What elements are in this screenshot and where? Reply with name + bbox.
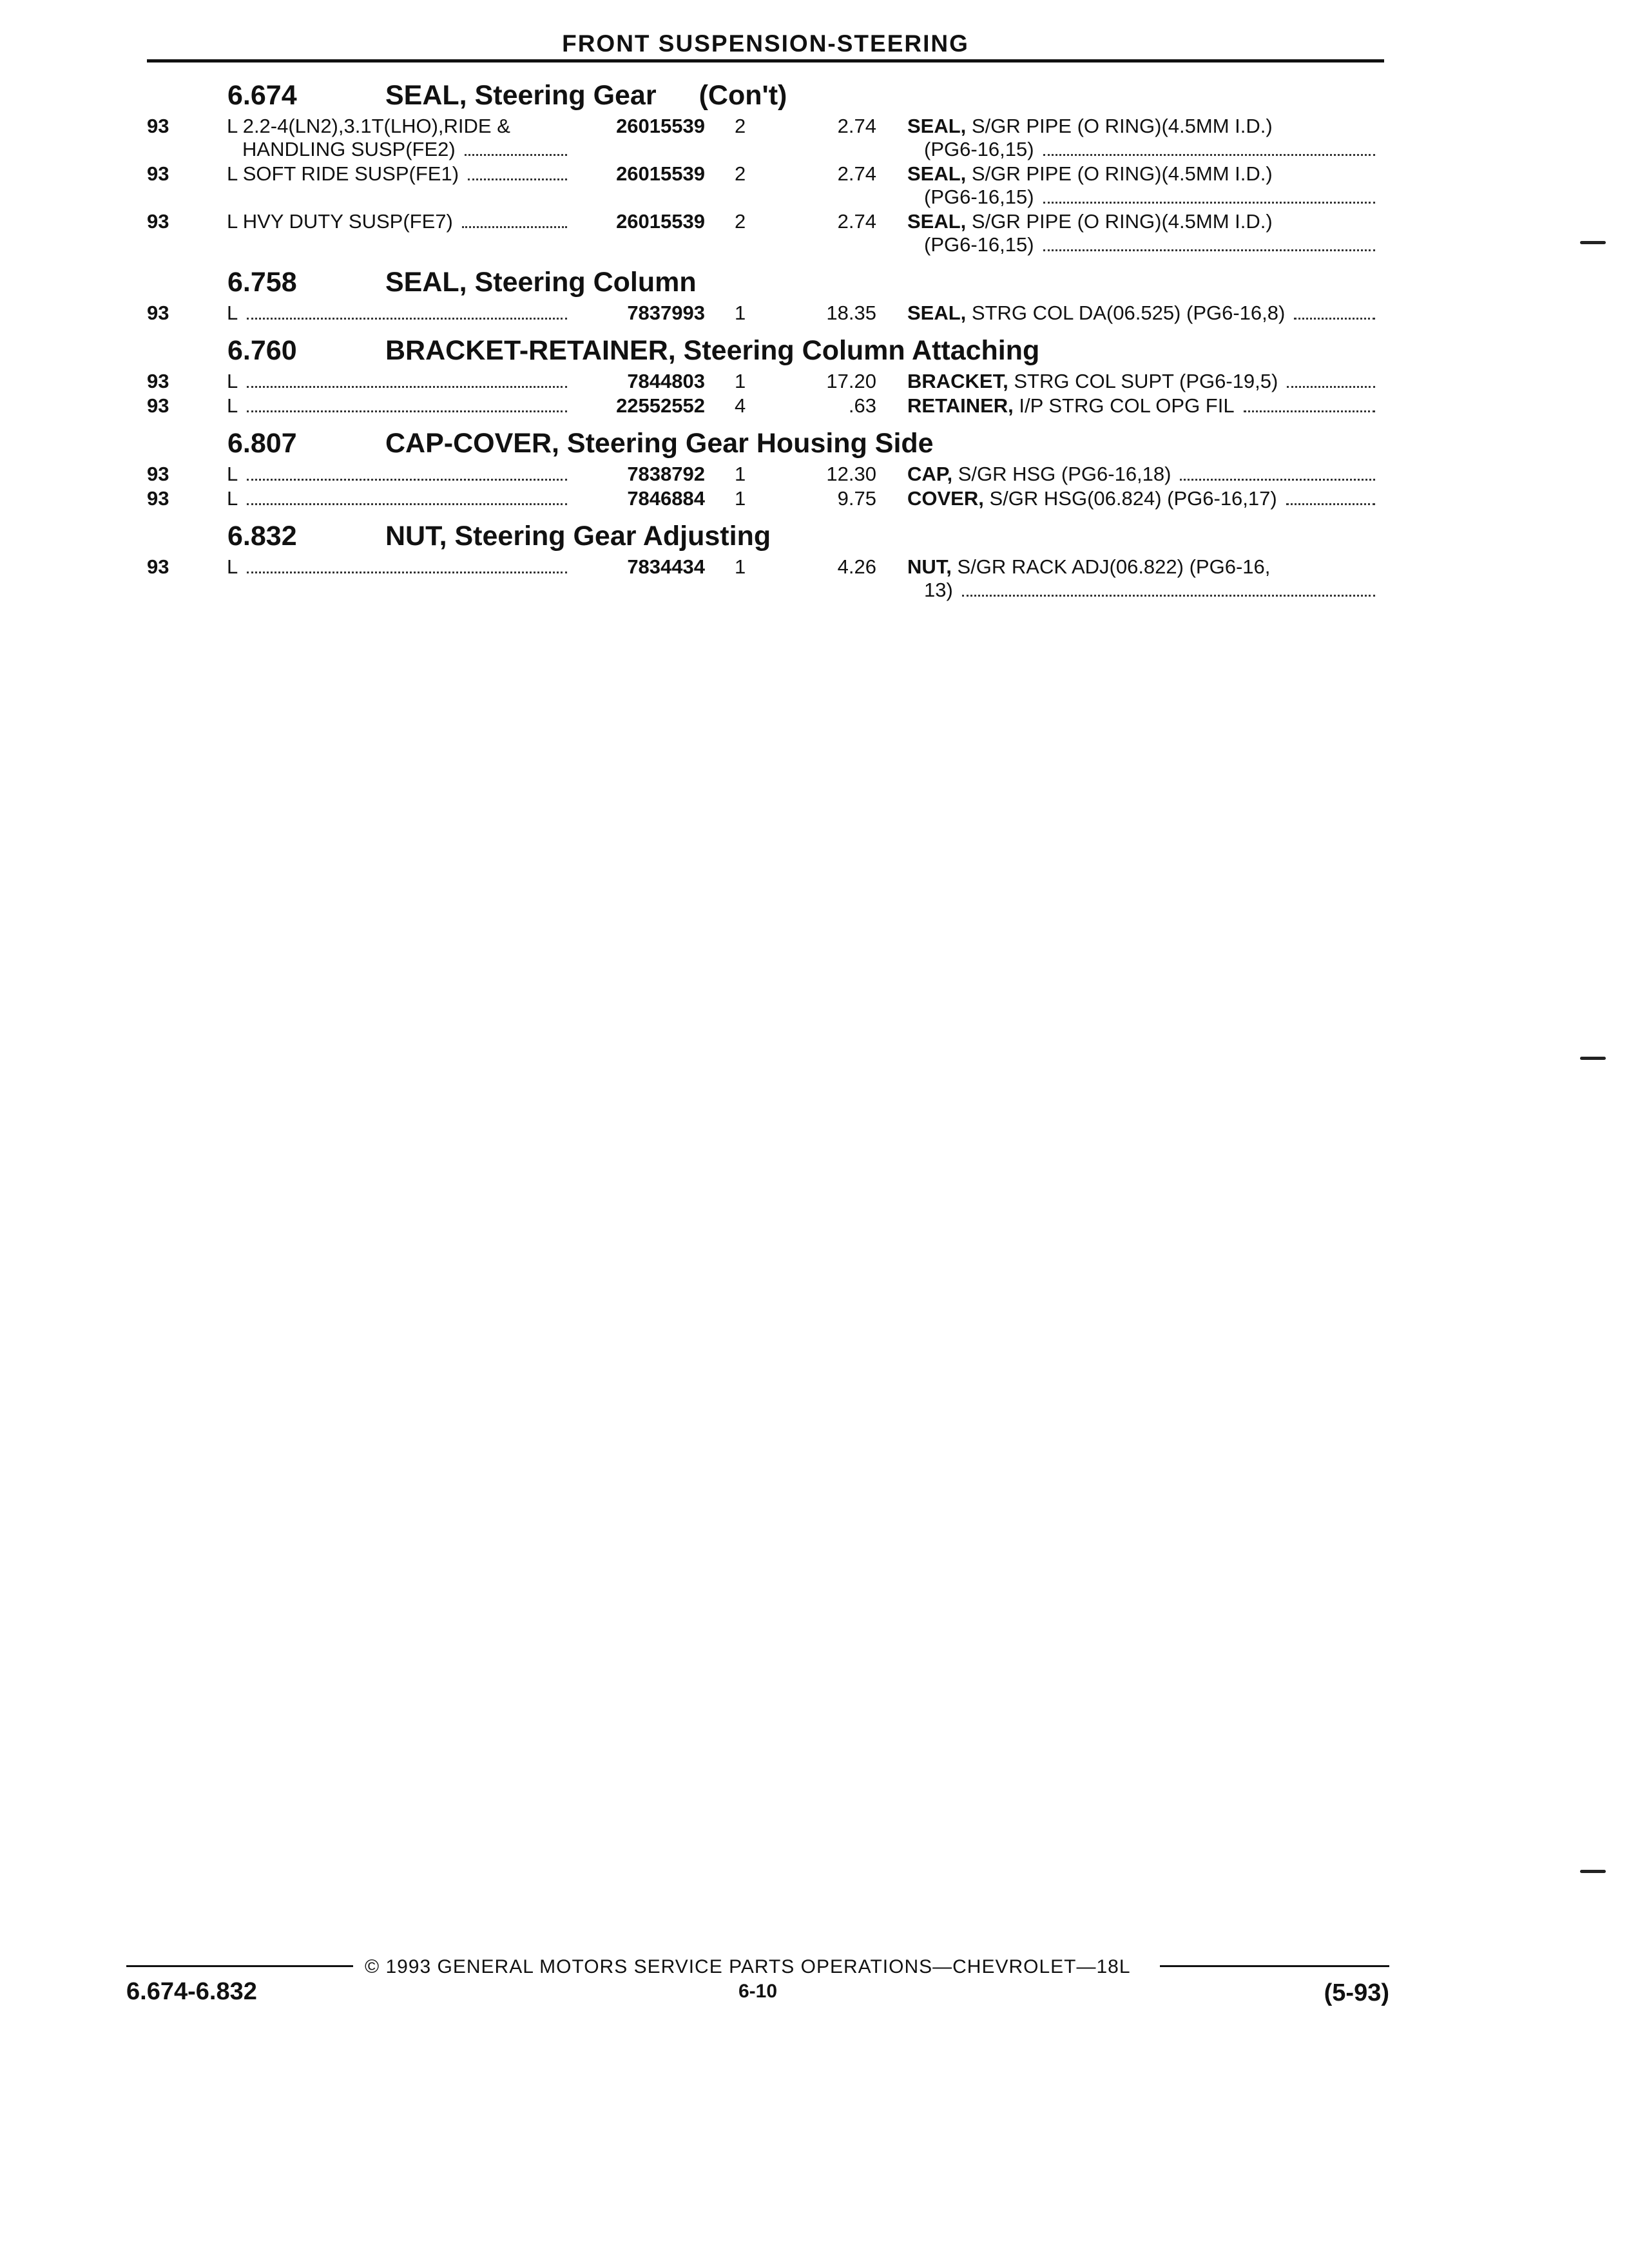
description-text: (PG6-16,15) [924, 233, 1034, 256]
section-title-text: CAP-COVER, Steering Gear Housing Side [385, 428, 934, 459]
quantity: 1 [735, 370, 746, 392]
model-year: 93 [147, 115, 169, 137]
application-line [227, 370, 575, 393]
quantity: 1 [735, 555, 746, 578]
application-text: L 2.2-4(LN2),3.1T(LHO),RIDE & [227, 115, 510, 137]
application [227, 463, 575, 486]
description-noun: RETAINER, [907, 394, 1014, 417]
dot-leader [1180, 479, 1375, 481]
application-text: L [227, 487, 238, 510]
margin-mark [1580, 1057, 1606, 1060]
price: 2.74 [837, 210, 876, 233]
catalog-section [0, 263, 1629, 325]
application-text: L [227, 394, 238, 417]
application-text: L [227, 302, 238, 324]
part-entry-row [0, 487, 1629, 510]
part-number: 26015539 [616, 162, 705, 185]
quantity: 4 [735, 394, 746, 417]
section-number: 6.832 [227, 521, 297, 552]
quantity: 2 [735, 210, 746, 233]
description-noun: SEAL, [907, 115, 967, 137]
description [907, 302, 1383, 325]
application-text: L SOFT RIDE SUSP(FE1) [227, 162, 459, 185]
section-number: 6.807 [227, 428, 297, 459]
price: 4.26 [837, 555, 876, 578]
application [227, 115, 575, 161]
part-entry-row [0, 210, 1629, 256]
application-line [227, 302, 575, 325]
dot-leader [468, 178, 567, 180]
application-line [227, 210, 575, 233]
description-text: S/GR PIPE (O RING)(4.5MM I.D.) [971, 162, 1273, 185]
header-rule [147, 59, 1384, 62]
description-line [907, 487, 1383, 510]
description-text: STRG COL SUPT (PG6-19,5) [1014, 370, 1278, 392]
section-number: 6.758 [227, 267, 297, 298]
revision-date: (5-93) [1324, 1979, 1389, 2006]
model-year: 93 [147, 394, 169, 417]
catalog-section [0, 517, 1629, 602]
quantity: 2 [735, 162, 746, 185]
dot-leader [247, 386, 567, 388]
application-text: HANDLING SUSP(FE2) [242, 138, 456, 160]
application [227, 302, 575, 325]
application [227, 555, 575, 579]
part-number: 7837993 [627, 302, 705, 324]
description-noun: SEAL, [907, 302, 967, 324]
application-text: L [227, 463, 238, 485]
section-number: 6.760 [227, 335, 297, 366]
part-number: 7846884 [627, 487, 705, 510]
description-noun: SEAL, [907, 210, 967, 233]
description-text: S/GR HSG (PG6-16,18) [958, 463, 1171, 485]
page-title: FRONT SUSPENSION-STEERING [562, 30, 969, 57]
application-text: L [227, 370, 238, 392]
dot-leader [247, 410, 567, 412]
description-noun: CAP, [907, 463, 953, 485]
part-entry-row [0, 115, 1629, 161]
application-line [227, 138, 575, 161]
section-title [385, 521, 771, 552]
price: 12.30 [826, 463, 876, 485]
dot-leader [1287, 386, 1375, 388]
model-year: 93 [147, 210, 169, 233]
description-line [907, 463, 1383, 486]
section-title [385, 267, 697, 298]
application-line [227, 555, 575, 579]
price: 17.20 [826, 370, 876, 392]
section-number: 6.674 [227, 80, 297, 111]
part-entry-row [0, 394, 1629, 418]
description-line [907, 394, 1383, 418]
price: 18.35 [826, 302, 876, 324]
description [907, 370, 1383, 393]
part-entry-row [0, 463, 1629, 486]
description-line [907, 138, 1383, 161]
part-entry-row [0, 162, 1629, 209]
description-text: 13) [924, 579, 953, 601]
application-line [227, 115, 575, 138]
description [907, 463, 1383, 486]
application-line [227, 463, 575, 486]
model-year: 93 [147, 555, 169, 578]
quantity: 1 [735, 463, 746, 485]
application [227, 394, 575, 418]
dot-leader [247, 479, 567, 481]
description [907, 555, 1383, 602]
dot-leader [1294, 318, 1375, 320]
catalog-section [0, 331, 1629, 418]
dot-leader [1244, 410, 1375, 412]
copyright-line: © 1993 GENERAL MOTORS SERVICE PARTS OPERATIONS—CHEVROLET—18L [365, 1956, 1131, 1977]
model-year: 93 [147, 370, 169, 392]
description-text: S/GR RACK ADJ(06.822) (PG6-16, [957, 555, 1271, 578]
margin-mark [1580, 1870, 1606, 1873]
description-noun: COVER, [907, 487, 984, 510]
application [227, 210, 575, 233]
description-text: S/GR PIPE (O RING)(4.5MM I.D.) [971, 210, 1273, 233]
section-title-text: SEAL, Steering Gear [385, 80, 657, 111]
quantity: 1 [735, 487, 746, 510]
description-text: STRG COL DA(06.525) (PG6-16,8) [971, 302, 1286, 324]
price: .63 [848, 394, 876, 417]
description-text: (PG6-16,15) [924, 186, 1034, 208]
footer-rule-left [126, 1965, 353, 1967]
description-text: S/GR PIPE (O RING)(4.5MM I.D.) [971, 115, 1273, 137]
application-line [227, 487, 575, 510]
description-noun: NUT, [907, 555, 952, 578]
section-heading [0, 331, 1629, 370]
application-line [227, 394, 575, 418]
price: 2.74 [837, 115, 876, 137]
description-noun: SEAL, [907, 162, 967, 185]
dot-leader [247, 318, 567, 320]
dot-leader [462, 226, 567, 228]
parts-list [0, 76, 1629, 608]
page-number: 6-10 [738, 1981, 778, 2002]
dot-leader [1043, 202, 1375, 204]
section-title [385, 428, 934, 459]
application-text: L HVY DUTY SUSP(FE7) [227, 210, 453, 233]
quantity: 1 [735, 302, 746, 324]
application [227, 370, 575, 393]
catalog-section [0, 424, 1629, 510]
description-line [907, 186, 1383, 209]
description [907, 115, 1383, 161]
price: 2.74 [837, 162, 876, 185]
dot-leader [1043, 249, 1375, 251]
part-number: 7834434 [627, 555, 705, 578]
description [907, 394, 1383, 418]
section-range: 6.674-6.832 [126, 1978, 257, 2005]
description-line [907, 370, 1383, 393]
footer-rule-right [1160, 1965, 1389, 1967]
model-year: 93 [147, 463, 169, 485]
dot-leader [465, 154, 567, 156]
price: 9.75 [837, 487, 876, 510]
dot-leader [247, 572, 567, 573]
dot-leader [1286, 503, 1375, 505]
dot-leader [1043, 154, 1375, 156]
quantity: 2 [735, 115, 746, 137]
part-number: 26015539 [616, 210, 705, 233]
description [907, 487, 1383, 510]
section-title-text: SEAL, Steering Column [385, 267, 697, 298]
application [227, 162, 575, 186]
part-number: 7838792 [627, 463, 705, 485]
model-year: 93 [147, 302, 169, 324]
description-text: I/P STRG COL OPG FIL [1019, 394, 1235, 417]
application [227, 487, 575, 510]
page-footer [126, 1956, 1389, 2008]
section-heading [0, 517, 1629, 555]
model-year: 93 [147, 162, 169, 185]
continued-label: (Con't) [699, 80, 787, 111]
description [907, 162, 1383, 209]
application-text: L [227, 555, 238, 578]
description-line [907, 555, 1383, 579]
description-line [907, 579, 1383, 602]
description-line [907, 233, 1383, 256]
part-number: 7844803 [627, 370, 705, 392]
description-text: (PG6-16,15) [924, 138, 1034, 160]
margin-mark [1580, 241, 1606, 244]
section-heading [0, 263, 1629, 302]
section-heading [0, 424, 1629, 463]
part-entry-row [0, 302, 1629, 325]
description-line [907, 115, 1383, 138]
catalog-section [0, 76, 1629, 256]
description-text: S/GR HSG(06.824) (PG6-16,17) [989, 487, 1277, 510]
section-title [385, 335, 1039, 367]
description-line [907, 302, 1383, 325]
part-entry-row [0, 555, 1629, 602]
description [907, 210, 1383, 256]
description-line [907, 162, 1383, 186]
application-line [227, 162, 575, 186]
dot-leader [247, 503, 567, 505]
part-number: 26015539 [616, 115, 705, 137]
description-line [907, 210, 1383, 233]
dot-leader [962, 595, 1375, 597]
section-heading [0, 76, 1629, 115]
description-noun: BRACKET, [907, 370, 1008, 392]
section-title [385, 80, 787, 111]
section-title-text: BRACKET-RETAINER, Steering Column Attaching [385, 335, 1040, 366]
page-header [147, 30, 1384, 62]
part-number: 22552552 [616, 394, 705, 417]
part-entry-row [0, 370, 1629, 393]
section-title-text: NUT, Steering Gear Adjusting [385, 521, 771, 552]
model-year: 93 [147, 487, 169, 510]
